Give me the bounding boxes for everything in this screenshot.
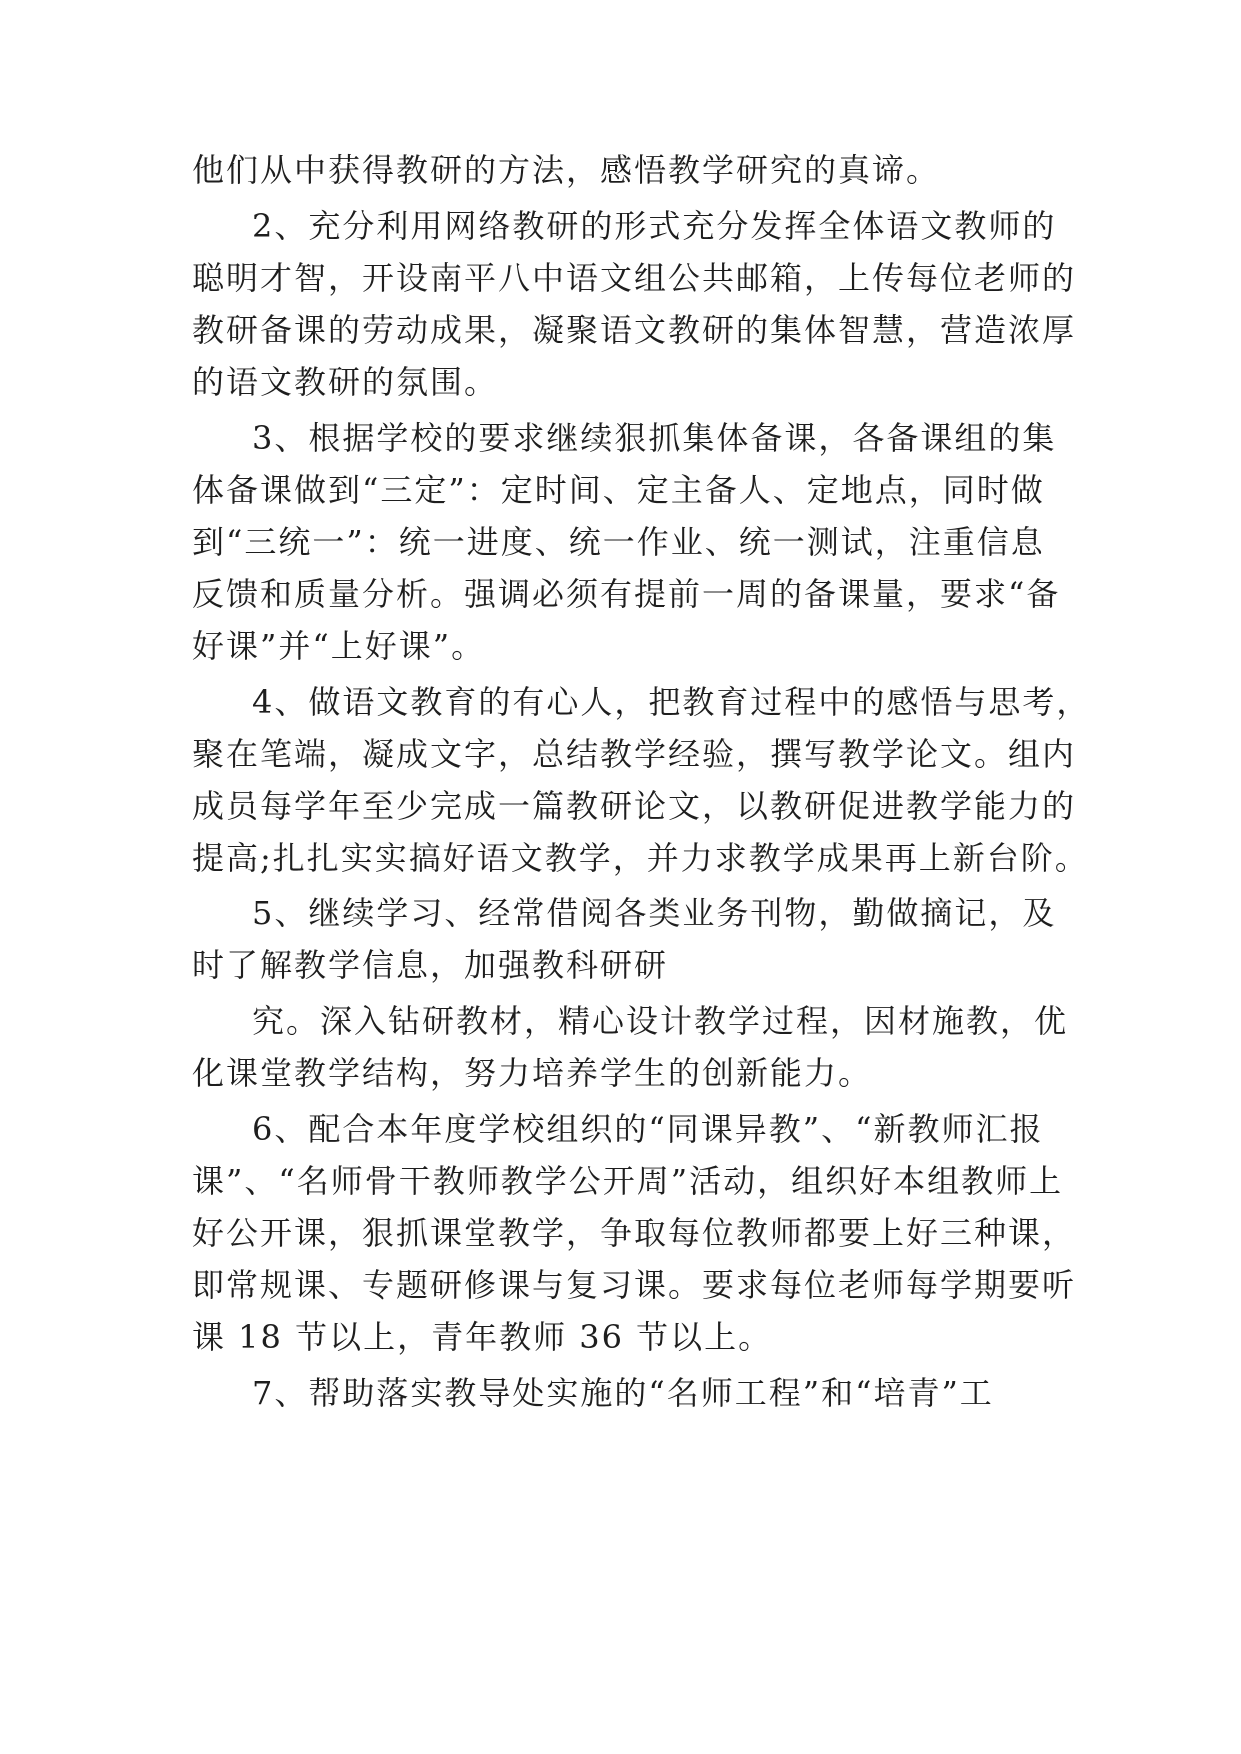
text-line: 到“三统一”：统一进度、统一作业、统一测试，注重信息 xyxy=(192,523,1045,561)
text-line: 他们从中获得教研的方法，感悟教学研究的真谛。 xyxy=(192,151,941,189)
text-line: 体备课做到“三定”：定时间、定主备人、定地点，同时做 xyxy=(192,471,1045,509)
text-line: 课”、“名师骨干教师教学公开周”活动，组织好本组教师上 xyxy=(192,1162,1064,1200)
text-line: 3、根据学校的要求继续狠抓集体备课，各备课组的集 xyxy=(252,419,1057,457)
text-line: 7、帮助落实教导处实施的“名师工程”和“培青”工 xyxy=(252,1374,994,1412)
text-line: 究。深入钻研教材，精心设计教学过程，因材施教，优 xyxy=(252,1002,1069,1040)
text-line: 提高;扎扎实实搞好语文教学，并力求教学成果再上新台阶。 xyxy=(192,839,1089,877)
text-line: 反馈和质量分析。强调必须有提前一周的备课量，要求“备 xyxy=(192,575,1061,613)
text-line: 聪明才智，开设南平八中语文组公共邮箱，上传每位老师的 xyxy=(192,259,1077,297)
text-line: 4、做语文教育的有心人，把教育过程中的感悟与思考， xyxy=(252,683,1091,721)
text-line: 教研备课的劳动成果，凝聚语文教研的集体智慧，营造浓厚 xyxy=(192,311,1077,349)
text-line: 好课”并“上好课”。 xyxy=(192,627,486,665)
text-line: 好公开课，狠抓课堂教学，争取每位教师都要上好三种课， xyxy=(192,1214,1077,1252)
text-line: 即常规课、专题研修课与复习课。要求每位老师每学期要听 xyxy=(192,1266,1077,1304)
text-line: 成员每学年至少完成一篇教研论文，以教研促进教学能力的 xyxy=(192,787,1077,825)
text-line: 2、充分利用网络教研的形式充分发挥全体语文教师的 xyxy=(252,207,1057,245)
text-line: 时了解教学信息，加强教科研研 xyxy=(192,946,669,984)
text-line: 课 18 节以上，青年教师 36 节以上。 xyxy=(192,1318,773,1356)
text-line: 6、配合本年度学校组织的“同课异教”、“新教师汇报 xyxy=(252,1110,1044,1148)
text-line: 化课堂教学结构，努力培养学生的创新能力。 xyxy=(192,1054,873,1092)
text-line: 的语文教研的氛围。 xyxy=(192,363,499,401)
text-line: 5、继续学习、经常借阅各类业务刊物，勤做摘记，及 xyxy=(252,894,1057,932)
text-line: 聚在笔端，凝成文字，总结教学经验，撰写教学论文。组内 xyxy=(192,735,1077,773)
